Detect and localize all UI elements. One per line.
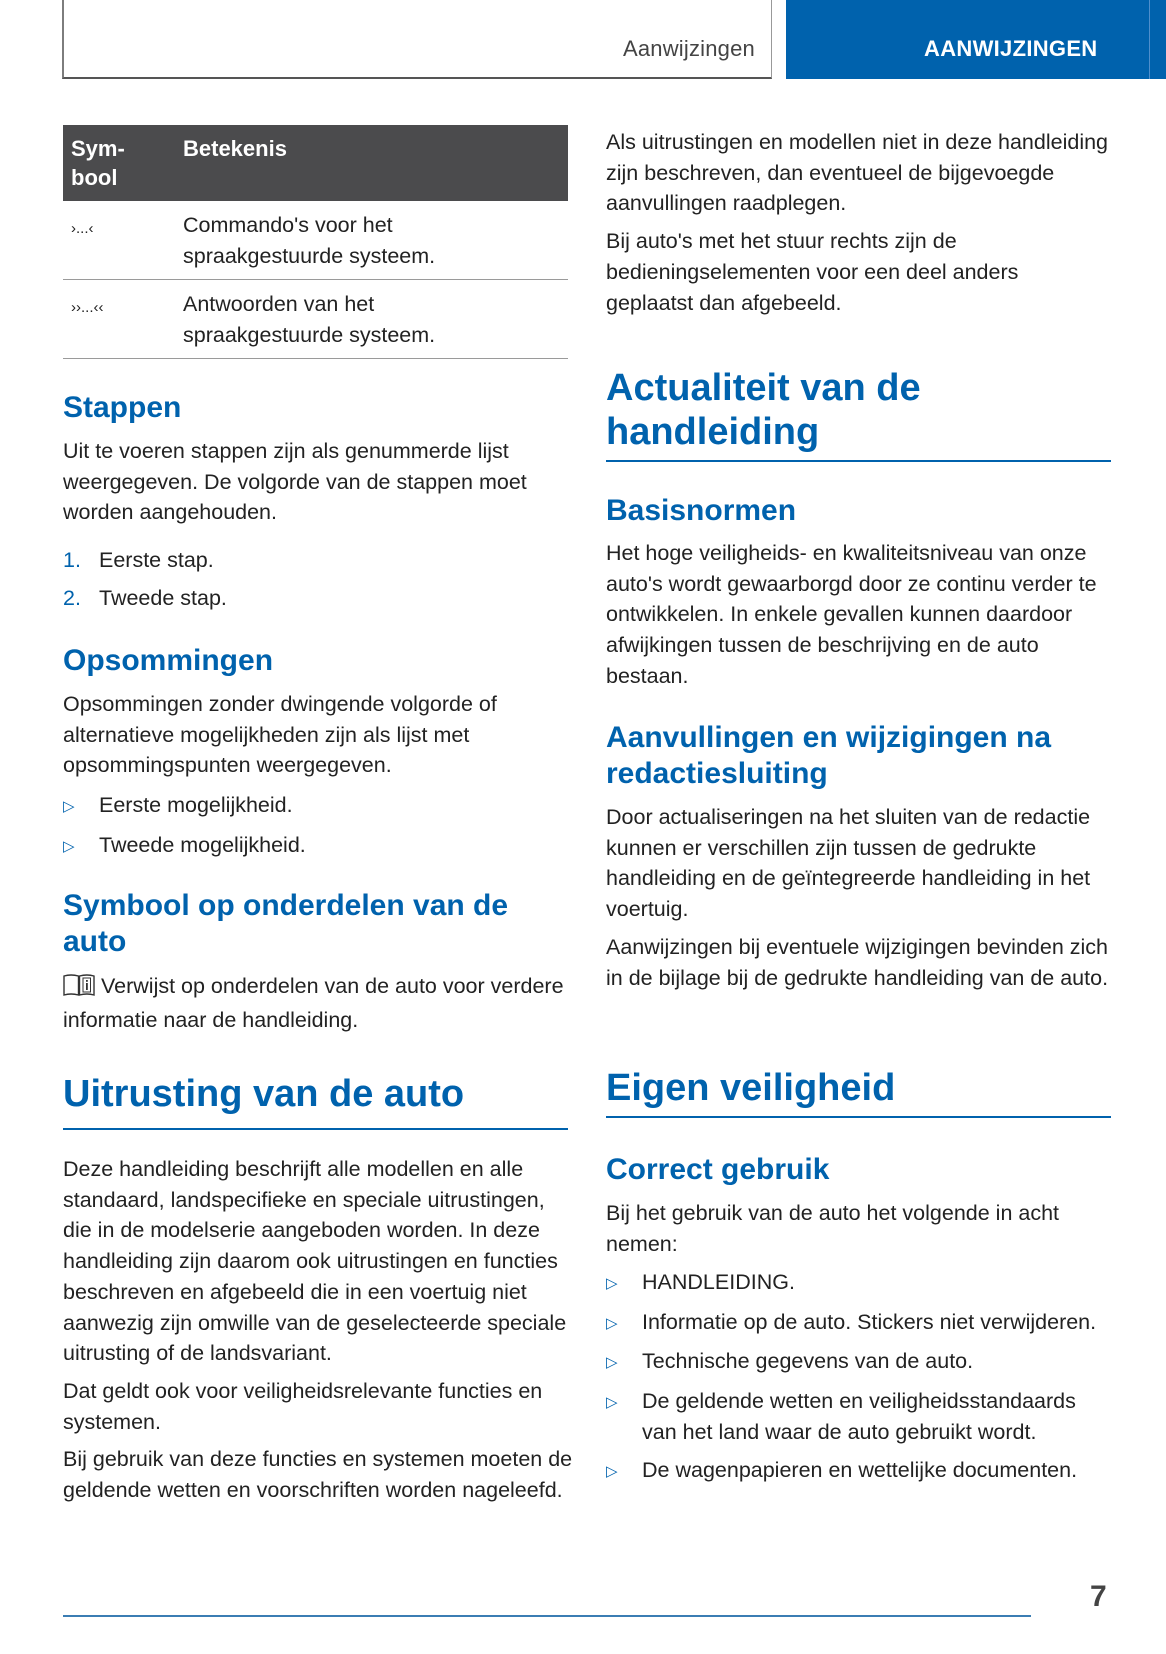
column-header-meaning: Betekenis bbox=[175, 125, 568, 201]
triangle-right-icon: ▷ bbox=[606, 1394, 618, 1412]
numbered-list bbox=[63, 545, 568, 613]
list-item: ▷ Eerste mogelijkheid. bbox=[63, 790, 568, 823]
section-title-basisnormen: Basisnormen bbox=[606, 494, 797, 527]
chapter-uitrusting bbox=[63, 1072, 568, 1130]
table-header-row bbox=[63, 125, 568, 201]
triangle-right-icon: ▷ bbox=[606, 1462, 618, 1480]
symbool-body: Verwijst op onderdelen van de auto voor verdere informatie naar de handleiding. bbox=[63, 974, 564, 1032]
aanvullingen-body: Door actualiseringen na het sluiten van de redactie kunnen er verschillen zijn tussen de gedrukte handleiding en de geïntegreerde handleiding in het voertuig. Aanwijzingen bij eventuele wijzigingen bevinden zich in de bijlage bij de gedrukte handleiding van de auto. bbox=[606, 805, 1109, 990]
section-title-aanvullingen: Aanvullingen en wijzigingen na redactiesluiting bbox=[606, 721, 1052, 790]
triangle-right-icon: ▷ bbox=[606, 1354, 618, 1372]
book-info-icon bbox=[63, 974, 95, 1005]
triangle-right-icon: ▷ bbox=[606, 1314, 618, 1332]
chapter-actualiteit bbox=[606, 366, 1111, 462]
chapter-title-uitrusting: Uitrusting van de auto bbox=[63, 1073, 465, 1115]
table-row bbox=[63, 280, 568, 359]
opsommingen-body: Opsommingen zonder dwingende volgorde of alternatieve mogelijkheden zijn als lijst met opsommingspunten weergegeven. bbox=[63, 692, 497, 778]
triangle-right-icon: ▷ bbox=[63, 837, 75, 855]
bullet-list bbox=[606, 1267, 1116, 1487]
chapter-tab-label: AANWIJZINGEN bbox=[924, 36, 1098, 61]
title-rule bbox=[63, 1128, 568, 1130]
page-number: 7 bbox=[1090, 1580, 1107, 1613]
table-row bbox=[63, 201, 568, 280]
chapter-title-actualiteit: Actualiteit van de handleiding bbox=[606, 367, 921, 453]
triangle-right-icon: ▷ bbox=[63, 798, 75, 815]
stappen-body: Uit te voeren stappen zijn als genummerde lijst weergegeven. De volgorde van de stappen moet worden aangehouden. bbox=[63, 439, 527, 525]
list-item: 2. Tweede stap. bbox=[63, 583, 568, 614]
basisnormen-body: Het hoge veiligheids- en kwaliteitsniveau van onze auto's wordt gewaarborgd door ze continu verder te ontwikkelen. In enkele gevallen kunnen daardoor afwijkingen tussen de beschrijving en de auto bestaan. bbox=[606, 541, 1097, 688]
list-item: ▷ Informatie op de auto. Stickers niet verwijderen. bbox=[606, 1307, 1116, 1340]
section-title-symbool: Symbool op onderdelen van de auto bbox=[63, 889, 509, 958]
list-item: ▷ Technische gegevens van de auto. bbox=[606, 1346, 1116, 1379]
section-title-correct-gebruik: Correct gebruik bbox=[606, 1153, 830, 1186]
step-number: 1. bbox=[63, 548, 81, 572]
chapter-tab[interactable] bbox=[786, 0, 1166, 79]
chapter-eigen-veiligheid bbox=[606, 1066, 1111, 1118]
column-header-symbol: Sym- bool bbox=[63, 125, 175, 201]
section-title-stappen: Stappen bbox=[63, 391, 182, 424]
correct-gebruik-body: Bij het gebruik van de auto het volgende in acht nemen: bbox=[606, 1201, 1060, 1256]
list-item: ▷ De geldende wetten en veiligheidsstandaards van het land waar de auto gebruikt wordt. bbox=[606, 1386, 1116, 1447]
symbol-table bbox=[63, 125, 568, 359]
bullet-list bbox=[63, 790, 568, 862]
uitrusting-body: Deze handleiding beschrijft alle modellen en alle standaard, landspecifieke en speciale uitrustingen, die in de modelserie aangeboden worden. In deze handleiding zijn daarom ook uitrustingen en functies beschreven en afgebeeld die in een voertuig niet aanwezig zijn omwille van de geselecteerde speciale uitrusting of de landsvariant. Dat geldt ook voor veiligheidsrelevante functies en systemen. Bij gebruik van deze functies en systemen moeten de geldende wetten en voorschriften worden nageleefd. bbox=[63, 1157, 573, 1503]
symbol-cell: ››...‹‹ bbox=[63, 280, 175, 359]
list-item: ▷ De wagenpapieren en wettelijke documenten. bbox=[606, 1455, 1116, 1488]
symbol-cell: ›...‹ bbox=[63, 201, 175, 280]
chapter-title-eigen-veiligheid: Eigen veiligheid bbox=[606, 1067, 896, 1109]
triangle-right-icon: ▷ bbox=[606, 1275, 618, 1292]
step-number: 2. bbox=[63, 585, 81, 610]
intro-text: Als uitrustingen en modellen niet in deze handleiding zijn beschreven, dan eventueel de bijgevoegde aanvullingen raadplegen. Bij auto's met het stuur rechts zijn de bedieningselementen voor een deel anders geplaatst dan afgebeeld. bbox=[606, 130, 1109, 315]
running-header bbox=[62, 0, 772, 79]
tab-divider bbox=[1149, 0, 1150, 79]
list-item: ▷ HANDLEIDING. bbox=[606, 1267, 1116, 1300]
meaning-cell: Commando's voor het spraakgestuurde systeem. bbox=[175, 201, 568, 280]
meaning-cell: Antwoorden van het spraakgestuurde systeem. bbox=[175, 280, 568, 359]
section-title-opsommingen: Opsommingen bbox=[63, 644, 274, 677]
list-item: ▷ Tweede mogelijkheid. bbox=[63, 830, 568, 863]
title-rule bbox=[606, 1116, 1111, 1118]
title-rule bbox=[606, 460, 1111, 462]
section-label: Aanwijzingen bbox=[622, 36, 755, 61]
list-item: 1. Eerste stap. bbox=[63, 545, 568, 576]
footer-rule bbox=[63, 1615, 1031, 1617]
